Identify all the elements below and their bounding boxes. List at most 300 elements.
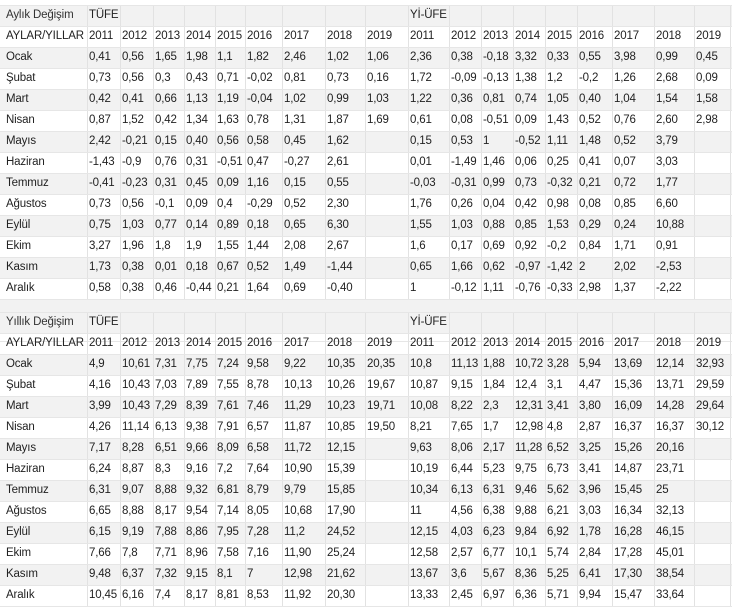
yiufe-value: 2,98 xyxy=(579,282,601,294)
yiufe-value: 1,38 xyxy=(515,72,537,84)
tufe-value: 0,55 xyxy=(327,177,349,189)
yiufe-value: 12,58 xyxy=(410,547,439,559)
tufe-value: 0,73 xyxy=(89,198,111,210)
yiufe-value: -0,12 xyxy=(451,282,477,294)
yiufe-value: 10,88 xyxy=(656,219,685,231)
tufe-value: 8,81 xyxy=(217,589,239,601)
yiufe-year-header: 2013 xyxy=(483,337,508,349)
yiufe-value: 2,17 xyxy=(483,442,505,454)
tufe-value: 0,09 xyxy=(217,177,239,189)
month-label: Ağustos xyxy=(6,505,47,517)
yiufe-value: 0,24 xyxy=(614,219,636,231)
tufe-value: 8,39 xyxy=(186,400,208,412)
row-divider xyxy=(0,417,732,418)
monthly-title-row xyxy=(0,5,732,26)
tufe-value: -0,44 xyxy=(186,282,212,294)
yiufe-value: -0,2 xyxy=(547,240,567,252)
tufe-value: 1,63 xyxy=(217,114,239,126)
yiufe-value: 6,52 xyxy=(547,442,569,454)
tufe-value: 1,49 xyxy=(284,261,306,273)
yiufe-value: 1,04 xyxy=(614,93,636,105)
tufe-value: 0,67 xyxy=(217,261,239,273)
yiufe-value: 0,52 xyxy=(579,114,601,126)
tufe-year-header: 2015 xyxy=(217,337,242,349)
yiufe-value: -0,33 xyxy=(547,282,573,294)
row-divider xyxy=(0,173,732,174)
yiufe-value: 1,54 xyxy=(656,93,678,105)
yiufe-value: 3,28 xyxy=(547,358,569,370)
tufe-value: 10,45 xyxy=(89,589,118,601)
yiufe-value: 0,74 xyxy=(515,93,537,105)
yiufe-value: 2 xyxy=(579,261,586,273)
tufe-value: 9,22 xyxy=(284,358,306,370)
tufe-value: 7,91 xyxy=(217,421,239,433)
yiufe-year-header: 2012 xyxy=(451,337,476,349)
yiufe-value: 2,36 xyxy=(410,51,432,63)
yiufe-value: 1,03 xyxy=(451,219,473,231)
tufe-value: 7,55 xyxy=(217,379,239,391)
month-label: Kasım xyxy=(6,261,38,273)
month-label: Nisan xyxy=(6,421,35,433)
tufe-value: 1,1 xyxy=(217,51,233,63)
yiufe-value: 12,31 xyxy=(515,400,544,412)
tufe-value: 10,85 xyxy=(327,421,356,433)
yiufe-value: 0,08 xyxy=(579,198,601,210)
tufe-value: 12,98 xyxy=(284,568,313,580)
yiufe-value: 17,30 xyxy=(614,568,643,580)
tufe-value: 0,42 xyxy=(89,93,111,105)
tufe-value: 1,96 xyxy=(122,240,144,252)
yiufe-value: 1,43 xyxy=(547,114,569,126)
tufe-year-header: 2016 xyxy=(247,30,272,42)
table-row xyxy=(0,564,732,585)
yiufe-value: 16,37 xyxy=(656,421,685,433)
yiufe-year-header: 2017 xyxy=(614,30,639,42)
tufe-value: 8,96 xyxy=(186,547,208,559)
tufe-value: 6,51 xyxy=(155,442,177,454)
tufe-value: 8,1 xyxy=(217,568,233,580)
yiufe-value: 46,15 xyxy=(656,526,685,538)
yiufe-value: 6,31 xyxy=(483,484,505,496)
yiufe-value: 0,26 xyxy=(451,198,473,210)
tufe-value: 0,69 xyxy=(284,282,306,294)
tufe-value: 0,78 xyxy=(247,114,269,126)
tufe-year-header: 2017 xyxy=(284,30,309,42)
table-row xyxy=(0,68,732,89)
month-label: Temmuz xyxy=(6,484,49,496)
yiufe-value: 6,77 xyxy=(483,547,505,559)
tufe-value: 1,87 xyxy=(327,114,349,126)
tufe-value: 0,31 xyxy=(186,156,208,168)
yiufe-value: 6,21 xyxy=(547,505,569,517)
yiufe-value: 0,91 xyxy=(656,240,678,252)
table-row xyxy=(0,152,732,173)
yiufe-value: 0,09 xyxy=(515,114,537,126)
yiufe-value: 17,28 xyxy=(614,547,643,559)
tufe-value: 0,66 xyxy=(155,93,177,105)
table-row xyxy=(0,131,732,152)
row-divider xyxy=(0,375,732,376)
tufe-value: 1,55 xyxy=(217,240,239,252)
yiufe-value: 2,60 xyxy=(656,114,678,126)
tufe-value: 8,88 xyxy=(122,505,144,517)
yiufe-value: 6,13 xyxy=(451,484,473,496)
tufe-value: 0,56 xyxy=(122,51,144,63)
tufe-value: 1,73 xyxy=(89,261,111,273)
row-divider xyxy=(0,26,732,27)
table-row xyxy=(0,89,732,110)
yiufe-value: -0,31 xyxy=(451,177,477,189)
yiufe-value: 15,26 xyxy=(614,442,643,454)
yiufe-value: -0,76 xyxy=(515,282,541,294)
tufe-value: 0,77 xyxy=(155,219,177,231)
yiufe-value: 9,63 xyxy=(410,442,432,454)
yiufe-value: 0,99 xyxy=(483,177,505,189)
month-label: Haziran xyxy=(6,463,45,475)
month-label: Aralık xyxy=(6,589,35,601)
tufe-value: 0,40 xyxy=(186,135,208,147)
yiufe-value: 9,84 xyxy=(515,526,537,538)
tufe-value: 11,2 xyxy=(284,526,305,538)
tufe-value: 9,58 xyxy=(247,358,269,370)
yiufe-value: -0,2 xyxy=(579,72,599,84)
month-label: Mart xyxy=(6,93,29,105)
tufe-value: 4,16 xyxy=(89,379,111,391)
tufe-year-header: 2014 xyxy=(186,30,211,42)
yiufe-value: 5,23 xyxy=(483,463,505,475)
yiufe-value: 1,77 xyxy=(656,177,678,189)
tufe-value: -0,21 xyxy=(122,135,148,147)
tufe-value: 2,42 xyxy=(89,135,111,147)
tufe-value: 7,75 xyxy=(186,358,208,370)
row-divider xyxy=(0,438,732,439)
tufe-value: 6,31 xyxy=(89,484,111,496)
tufe-value: 10,61 xyxy=(122,358,151,370)
table-row xyxy=(0,257,732,278)
tufe-value: 15,39 xyxy=(327,463,356,475)
yiufe-value: 2,84 xyxy=(579,547,601,559)
tufe-value: 7,2 xyxy=(217,463,233,475)
yiufe-value: 12,4 xyxy=(515,379,537,391)
tufe-value: 11,87 xyxy=(284,421,312,433)
yiufe-value: 1,55 xyxy=(410,219,432,231)
yiufe-year-header: 2014 xyxy=(515,30,540,42)
yiufe-value: 11,13 xyxy=(451,358,479,370)
tufe-value: 0,73 xyxy=(327,72,349,84)
row-divider xyxy=(0,459,732,460)
yiufe-value: 0,06 xyxy=(515,156,537,168)
tufe-value: 8,05 xyxy=(247,505,269,517)
yiufe-value: 8,36 xyxy=(515,568,537,580)
table-row xyxy=(0,417,732,438)
tufe-value: 6,30 xyxy=(327,219,349,231)
tufe-value: 1,44 xyxy=(247,240,269,252)
yiufe-value: 10,34 xyxy=(410,484,439,496)
tufe-value: 1,65 xyxy=(155,51,177,63)
yiufe-value: 10,19 xyxy=(410,463,439,475)
yiufe-value: 3,1 xyxy=(547,379,563,391)
tufe-value: 9,19 xyxy=(122,526,144,538)
yiufe-value: 4,47 xyxy=(579,379,601,391)
tufe-value: 9,38 xyxy=(186,421,208,433)
tufe-value: 20,35 xyxy=(367,358,396,370)
tufe-year-header: 2011 xyxy=(89,30,114,42)
tufe-value: 7,4 xyxy=(155,589,171,601)
tufe-value: 1,31 xyxy=(284,114,306,126)
tufe-value: 12,15 xyxy=(327,442,356,454)
tufe-value: 9,32 xyxy=(186,484,208,496)
yiufe-value: 6,41 xyxy=(579,568,601,580)
tufe-value: 4,9 xyxy=(89,358,105,370)
yiufe-value: -2,53 xyxy=(656,261,682,273)
tufe-value: 0,52 xyxy=(284,198,306,210)
yiufe-value: 9,46 xyxy=(515,484,537,496)
tufe-year-header: 2014 xyxy=(186,337,211,349)
yiufe-value: 2,87 xyxy=(579,421,601,433)
yiufe-value: 0,85 xyxy=(515,219,537,231)
monthly-header-row xyxy=(0,26,732,47)
tufe-value: 17,90 xyxy=(327,505,356,517)
tufe-group-label: TÜFE xyxy=(89,316,119,328)
yiufe-value: 1,7 xyxy=(483,421,499,433)
yiufe-value: 1,11 xyxy=(483,282,504,294)
tufe-value: 1,13 xyxy=(186,93,208,105)
yiufe-year-header: 2016 xyxy=(579,30,604,42)
tufe-value: 0,56 xyxy=(122,72,144,84)
yiufe-value: 0,07 xyxy=(614,156,636,168)
tufe-value: 7,95 xyxy=(217,526,239,538)
yiufe-value: 15,47 xyxy=(614,589,643,601)
tufe-year-header: 2019 xyxy=(367,337,392,349)
tufe-value: 0,58 xyxy=(89,282,111,294)
yiufe-value: 0,55 xyxy=(579,51,601,63)
tufe-value: 10,68 xyxy=(284,505,313,517)
tufe-value: 6,24 xyxy=(89,463,111,475)
yiufe-value: -0,51 xyxy=(483,114,509,126)
row-divider xyxy=(0,236,732,237)
row-divider xyxy=(0,68,732,69)
row-divider xyxy=(0,299,732,300)
tufe-value: 0,43 xyxy=(186,72,208,84)
table-row xyxy=(0,194,732,215)
yiufe-group-label: Yİ-ÜFE xyxy=(410,316,447,328)
tufe-value: -0,27 xyxy=(284,156,310,168)
tufe-value: 0,73 xyxy=(89,72,111,84)
yiufe-value: 0,73 xyxy=(515,177,537,189)
month-label: Eylül xyxy=(6,526,31,538)
tufe-value: 7,58 xyxy=(217,547,239,559)
tufe-value: 0,38 xyxy=(122,282,144,294)
yiufe-value: 16,37 xyxy=(614,421,643,433)
tufe-value: 1,52 xyxy=(122,114,144,126)
tufe-value: 9,16 xyxy=(186,463,208,475)
yiufe-value: 1,88 xyxy=(483,358,505,370)
tufe-value: -1,43 xyxy=(89,156,115,168)
yiufe-value: 2,3 xyxy=(483,400,499,412)
tufe-value: 2,61 xyxy=(327,156,349,168)
table-row xyxy=(0,438,732,459)
yiufe-value: 0,17 xyxy=(451,240,473,252)
yiufe-value: 1,76 xyxy=(410,198,432,210)
tufe-value: 0,71 xyxy=(217,72,239,84)
month-label: Kasım xyxy=(6,568,38,580)
month-label: Şubat xyxy=(6,72,36,84)
yiufe-value: 2,02 xyxy=(614,261,636,273)
tufe-value: 8,3 xyxy=(155,463,171,475)
table-row xyxy=(0,215,732,236)
yiufe-value: 9,94 xyxy=(579,589,601,601)
yiufe-value: 4,56 xyxy=(451,505,473,517)
tufe-value: -0,23 xyxy=(122,177,148,189)
tufe-value: 0,01 xyxy=(155,261,177,273)
tufe-value: 0,45 xyxy=(186,177,208,189)
month-label: Ekim xyxy=(6,240,31,252)
yiufe-value: 12,15 xyxy=(410,526,439,538)
yiufe-value: 23,71 xyxy=(656,463,685,475)
yiufe-value: 3,79 xyxy=(656,135,678,147)
yiufe-value: -0,13 xyxy=(483,72,509,84)
yiufe-value: 3,41 xyxy=(579,463,601,475)
tufe-value: 7,31 xyxy=(155,358,177,370)
yiufe-value: -1,42 xyxy=(547,261,573,273)
table-row xyxy=(0,236,732,257)
yiufe-value: 38,54 xyxy=(656,568,685,580)
tufe-value: 6,81 xyxy=(217,484,239,496)
yiufe-value: 0,04 xyxy=(483,198,505,210)
month-label: Temmuz xyxy=(6,177,49,189)
month-label: Mart xyxy=(6,400,29,412)
yiufe-value: 1,84 xyxy=(483,379,505,391)
table-row xyxy=(0,110,732,131)
yiufe-value: 5,67 xyxy=(483,568,505,580)
yiufe-value: 32,13 xyxy=(656,505,685,517)
tufe-value: 0,58 xyxy=(247,135,269,147)
tufe-value: 0,38 xyxy=(122,261,144,273)
yiufe-value: 25 xyxy=(656,484,669,496)
yiufe-value: 0,08 xyxy=(451,114,473,126)
tufe-group-label: TÜFE xyxy=(89,9,119,21)
tufe-value: -0,1 xyxy=(155,198,175,210)
tufe-value: 10,13 xyxy=(284,379,313,391)
yiufe-value: 12,14 xyxy=(656,358,685,370)
tufe-year-header: 2013 xyxy=(155,337,180,349)
yiufe-year-header: 2015 xyxy=(547,30,572,42)
yiufe-value: 0,61 xyxy=(410,114,432,126)
tufe-value: 2,30 xyxy=(327,198,349,210)
table-row xyxy=(0,47,732,68)
yiufe-value: 1,11 xyxy=(547,135,568,147)
tufe-value: 0,41 xyxy=(122,93,144,105)
tufe-year-header: 2017 xyxy=(284,337,309,349)
tufe-value: 0,09 xyxy=(186,198,208,210)
yiufe-value: 0,69 xyxy=(483,240,505,252)
yiufe-value: 0,36 xyxy=(451,93,473,105)
tufe-value: 0,89 xyxy=(217,219,239,231)
month-label: Şubat xyxy=(6,379,36,391)
yiufe-value: 0,25 xyxy=(547,156,569,168)
tufe-value: 6,15 xyxy=(89,526,111,538)
tufe-value: 1,02 xyxy=(284,93,306,105)
yiufe-value: 4,03 xyxy=(451,526,473,538)
month-label: Ekim xyxy=(6,547,31,559)
tufe-value: 0,15 xyxy=(155,135,177,147)
tufe-value: 8,88 xyxy=(155,484,177,496)
table-row xyxy=(0,543,732,564)
tufe-value: 15,85 xyxy=(327,484,356,496)
yiufe-year-header: 2018 xyxy=(656,30,681,42)
month-label: Ocak xyxy=(6,51,33,63)
yiufe-value: 1,53 xyxy=(547,219,569,231)
yiufe-value: 1,05 xyxy=(547,93,569,105)
month-label: Ağustos xyxy=(6,198,47,210)
yiufe-value: 10,72 xyxy=(515,358,544,370)
tufe-value: -0,51 xyxy=(217,156,243,168)
yiufe-value: 6,38 xyxy=(483,505,505,517)
tufe-value: 0,41 xyxy=(89,51,111,63)
tufe-value: -0,29 xyxy=(247,198,273,210)
month-label: Mayıs xyxy=(6,442,36,454)
tufe-value: 9,54 xyxy=(186,505,208,517)
yiufe-value: 0,42 xyxy=(515,198,537,210)
tufe-value: 6,65 xyxy=(89,505,111,517)
yiufe-value: 0,99 xyxy=(656,51,678,63)
yiufe-value: 0,38 xyxy=(451,51,473,63)
yiufe-value: 0,88 xyxy=(483,219,505,231)
annual-title-row xyxy=(0,312,732,333)
row-header-label: AYLAR/YILLAR xyxy=(6,337,84,349)
row-header-label: AYLAR/YILLAR xyxy=(6,30,84,42)
yiufe-value: 10,08 xyxy=(410,400,439,412)
tufe-value: 1,98 xyxy=(186,51,208,63)
tufe-value: -0,9 xyxy=(122,156,142,168)
tufe-value: -0,41 xyxy=(89,177,115,189)
yiufe-value: 13,71 xyxy=(656,379,685,391)
tufe-value: 0,16 xyxy=(367,72,389,84)
tufe-value: -0,02 xyxy=(247,72,273,84)
tufe-value: 0,56 xyxy=(122,198,144,210)
yiufe-value: -0,52 xyxy=(515,135,541,147)
yiufe-value: 32,93 xyxy=(696,358,725,370)
tufe-value: 24,52 xyxy=(327,526,356,538)
yiufe-value: 10,87 xyxy=(410,379,439,391)
yiufe-value: 11,28 xyxy=(515,442,543,454)
yiufe-value: 6,23 xyxy=(483,526,505,538)
yiufe-value: 8,21 xyxy=(410,421,432,433)
tufe-value: 7,64 xyxy=(247,463,269,475)
tufe-value: 1,62 xyxy=(327,135,349,147)
row-divider xyxy=(0,89,732,90)
yiufe-value: -1,49 xyxy=(451,156,477,168)
row-divider xyxy=(0,333,732,334)
yiufe-value: 1,26 xyxy=(614,72,636,84)
yiufe-value: 2,57 xyxy=(451,547,473,559)
tufe-value: 7,24 xyxy=(217,358,239,370)
yiufe-value: 30,12 xyxy=(696,421,725,433)
yiufe-value: 3,96 xyxy=(579,484,601,496)
yiufe-value: 13,33 xyxy=(410,589,439,601)
yiufe-value: 7,65 xyxy=(451,421,473,433)
tufe-value: 7,46 xyxy=(247,400,269,412)
yiufe-value: 0,85 xyxy=(614,198,636,210)
row-divider xyxy=(0,312,732,313)
yiufe-value: 2,68 xyxy=(656,72,678,84)
tufe-value: 8,53 xyxy=(247,589,269,601)
yiufe-value: 0,01 xyxy=(410,156,432,168)
yiufe-value: -0,03 xyxy=(410,177,436,189)
tufe-value: 1,34 xyxy=(186,114,208,126)
tufe-value: 0,4 xyxy=(217,198,233,210)
yiufe-value: 15,45 xyxy=(614,484,643,496)
